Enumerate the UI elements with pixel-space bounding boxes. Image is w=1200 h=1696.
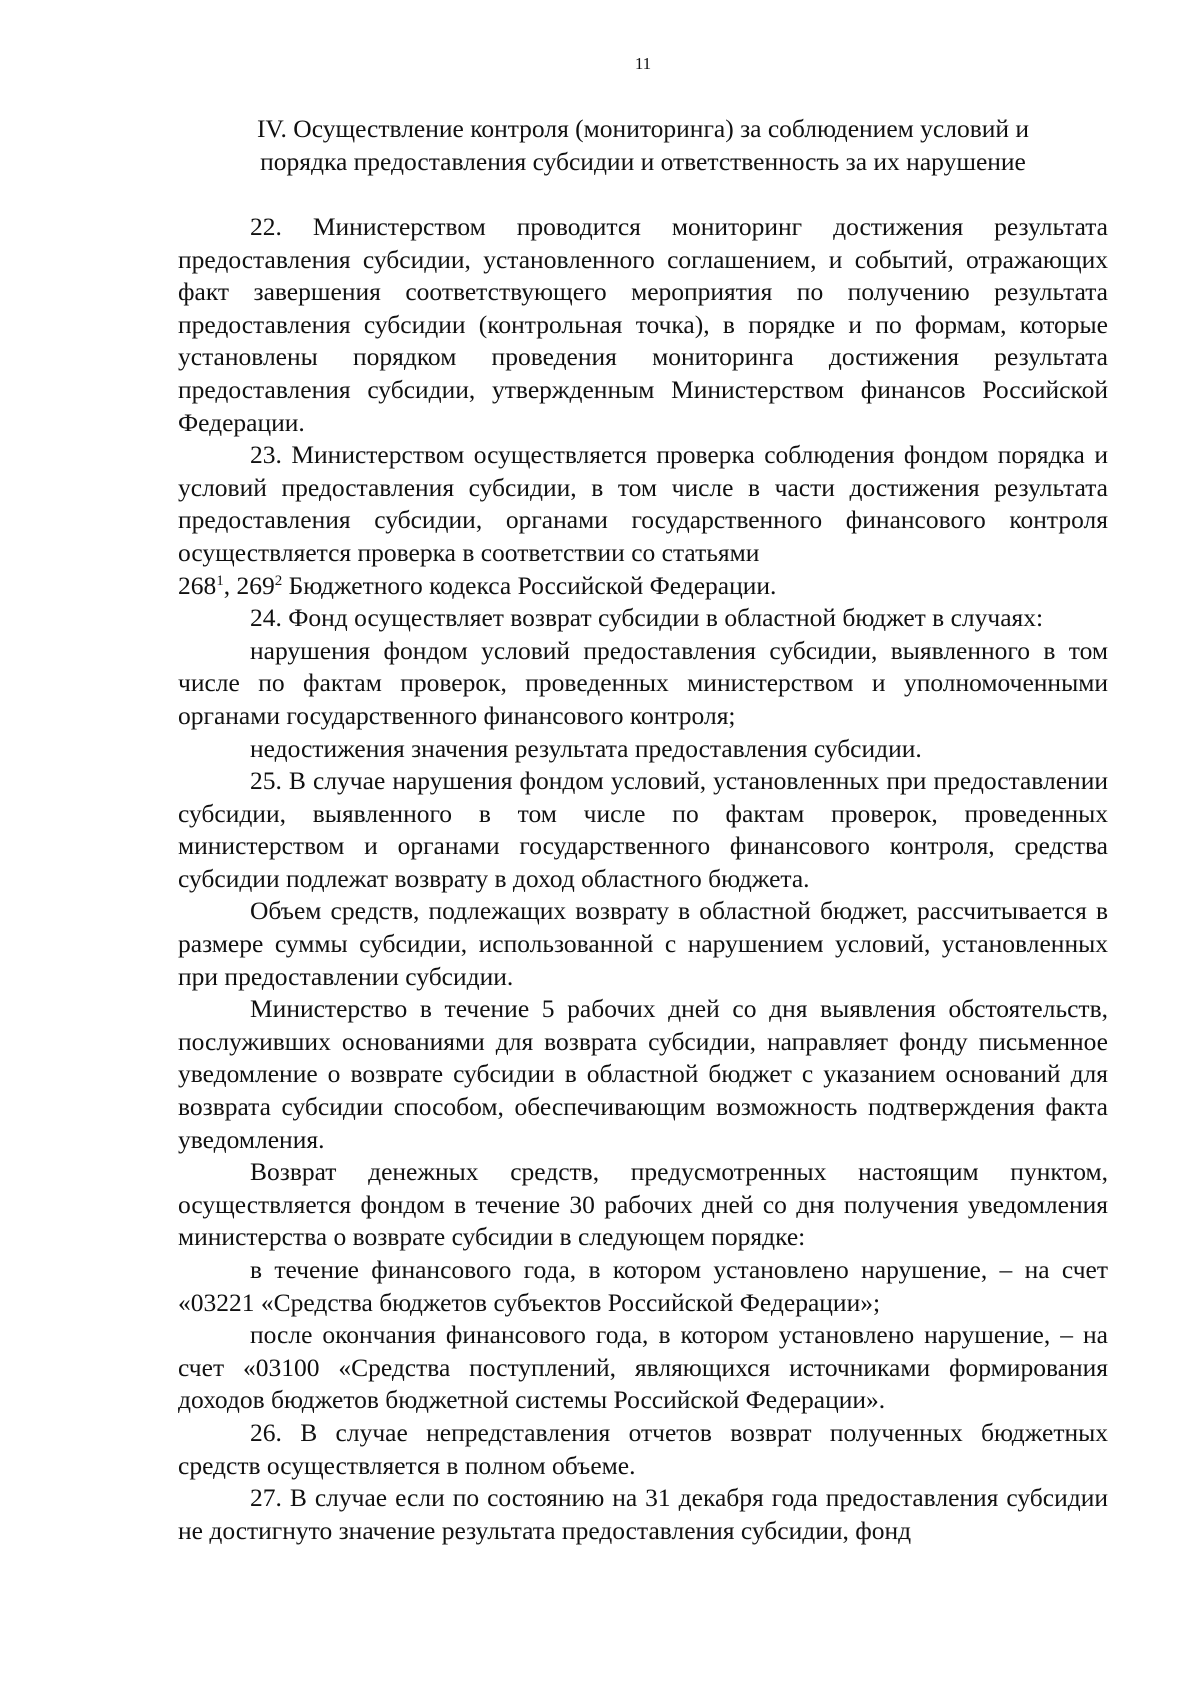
paragraph-25-account-2: после окончания финансового года, в котором установлено нарушение, – на счет «03100 «Средства поступлений, являющихся источниками формирования доходов бюджетов бюджетной системы Российской Федерации». bbox=[178, 1320, 1108, 1415]
paragraph-23-tail: Бюджетного кодекса Российской Федерации. bbox=[282, 570, 777, 600]
section-heading-line-2: порядка предоставления субсидии и ответственность за их нарушение bbox=[260, 147, 1026, 176]
paragraph-27: 27. В случае если по состоянию на 31 декабря года предоставления субсидии не достигнуто значение результата предоставления субсидии, фонд bbox=[178, 1483, 1108, 1545]
paragraph-25-volume: Объем средств, подлежащих возврату в областной бюджет, рассчитывается в размере суммы субсидии, использованной с нарушением условий, установленных при предоставлении субсидии. bbox=[178, 896, 1108, 991]
paragraph-24-case-1: нарушения фондом условий предоставления субсидии, выявленного в том числе по фактам проверок, проведенных министерством и уполномоченными органами государственного финансового контроля; bbox=[178, 635, 1108, 730]
article-separator: , bbox=[223, 570, 237, 600]
paragraph-23-text: 23. Министерством осуществляется проверка соблюдения фондом порядка и условий предоставления субсидии, в том числе в части достижения результата предоставления субсидии, органами государственного финансового контроля осуществляется проверка в соответствии со статьями bbox=[178, 440, 1108, 567]
article-269: 269 bbox=[236, 570, 275, 600]
article-268: 268 bbox=[178, 570, 217, 600]
paragraph-23 bbox=[178, 439, 1108, 602]
section-heading-line-1: IV. Осуществление контроля (мониторинга) за соблюдением условий и bbox=[256, 114, 1030, 143]
paragraph-25: 25. В случае нарушения фондом условий, установленных при предоставлении субсидии, выявленного в том числе по фактам проверок, проведенных министерством и органами государственного финансового контроля, средства субсидии подлежат возврату в доход областного бюджета. bbox=[178, 766, 1108, 893]
page-number: 11 bbox=[634, 54, 652, 73]
paragraph-25-return: Возврат денежных средств, предусмотренных настоящим пунктом, осуществляется фондом в течение 30 рабочих дней со дня получения уведомления министерства о возврате субсидии в следующем порядке: bbox=[178, 1157, 1108, 1252]
document-body bbox=[178, 211, 1108, 1547]
paragraph-24-case-2: недостижения значения результата предоставления субсидии. bbox=[250, 733, 922, 763]
article-269-superscript: 2 bbox=[274, 572, 283, 589]
paragraph-25-notice: Министерство в течение 5 рабочих дней со дня выявления обстоятельств, послуживших основаниями для возврата субсидии, направляет фонду письменное уведомление о возврате субсидии в областной бюджет с указанием оснований для возврата субсидии способом, обеспечивающим возможность подтверждения факта уведомления. bbox=[178, 994, 1108, 1154]
paragraph-24: 24. Фонд осуществляет возврат субсидии в областной бюджет в случаях: bbox=[250, 603, 1044, 633]
article-268-superscript: 1 bbox=[216, 572, 224, 589]
document-page bbox=[178, 0, 1108, 1696]
paragraph-26: 26. В случае непредставления отчетов возврат полученных бюджетных средств осуществляется в полном объеме. bbox=[178, 1417, 1108, 1480]
paragraph-25-account-1: в течение финансового года, в котором установлено нарушение, – на счет «03221 «Средства бюджетов субъектов Российской Федерации»; bbox=[178, 1255, 1108, 1317]
paragraph-22: 22. Министерством проводится мониторинг достижения результата предоставления субсидии, установленного соглашением, и событий, отражающих факт завершения соответствующего мероприятия по получению результата предоставления субсидии (контрольная точка), в порядке и по формам, которые установлены порядком проведения мониторинга достижения результата предоставления субсидии, утвержденным Министерством финансов Российской Федерации. bbox=[178, 212, 1108, 437]
section-heading bbox=[178, 112, 1108, 178]
